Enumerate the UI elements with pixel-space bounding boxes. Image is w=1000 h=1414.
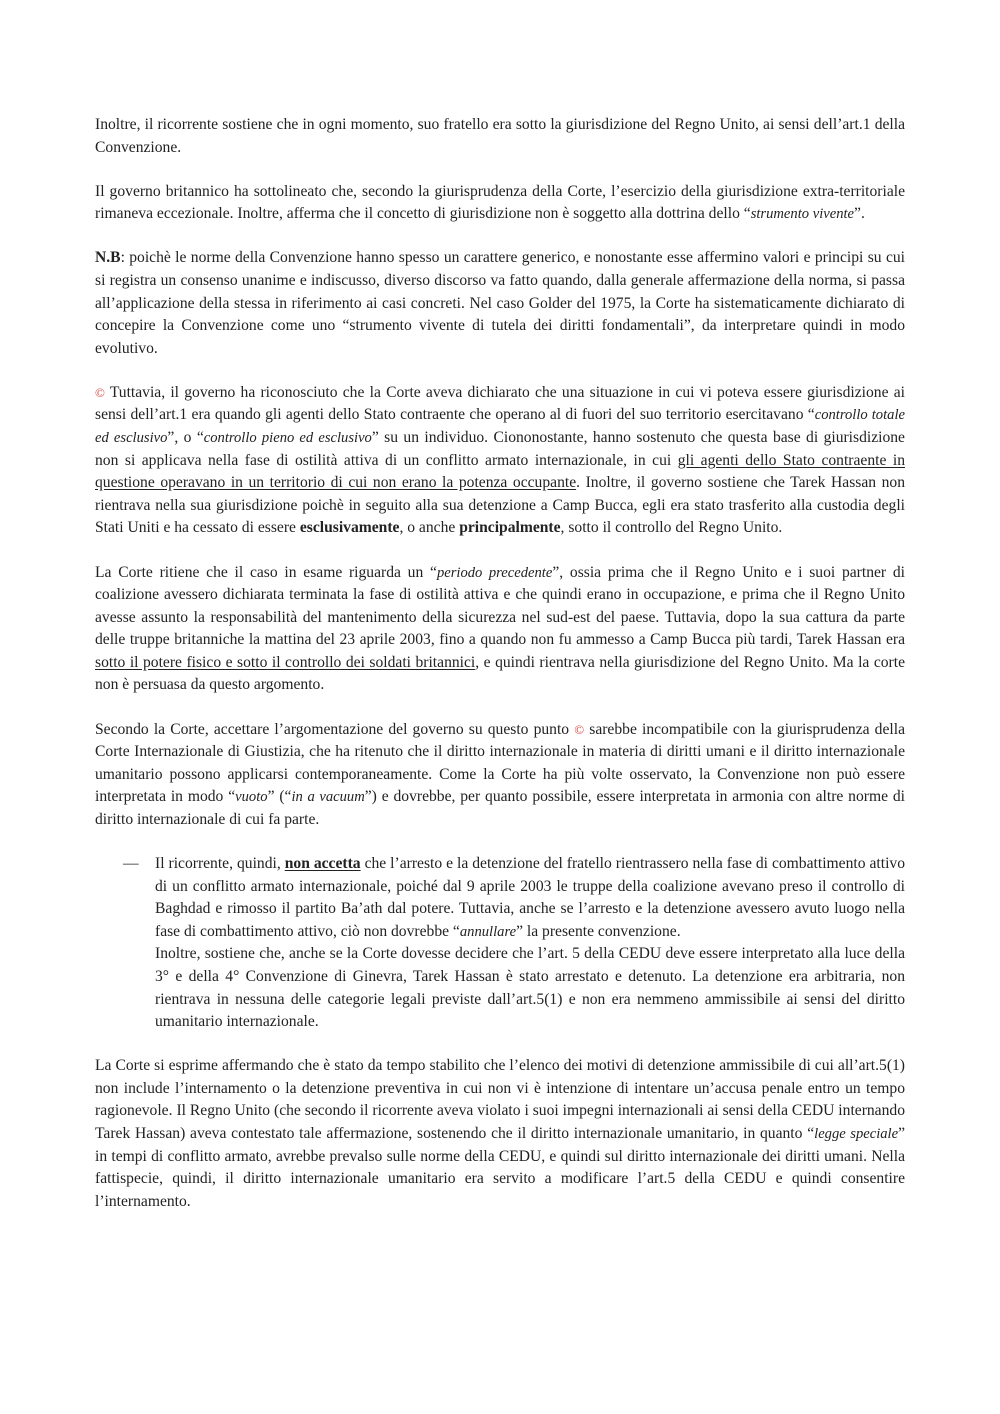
list-item-text-continued: Inoltre, sostiene che, anche se la Corte dovesse decidere che l’art. 5 della CEDU deve essere interpretato alla luce della 3° e della 4° Convenzione di Ginevra, Tarek Hassan è stato arrestato e detenuto. La detenzione era arbitraria, non rientrava in nessuna delle categorie legali previste dall’art.5(1) e non era nemmeno ammissibile ai sensi del diritto umanitario internazionale. [155, 945, 905, 1031]
paragraph-icj-jurisprudence: Secondo la Corte, accettare l’argomentazione del governo su questo punto © sarebbe incompatibile con la giurisprudenza della Corte Internazionale di Giustizia, che ha ritenuto che il diritto internazionale in materia di diritti umani e il diritto internazionale umanitario possono applicarsi contemporaneamente. Come la Corte ha più volte osservato, la Convenzione non può essere interpretata in modo “vuoto” (“in a vacuum”) e dovrebbe, per quanto possibile, essere interpretata in armonia con altre norme di diritto internazionale di cui fa parte. [95, 720, 905, 828]
list-item-applicant-argument [95, 853, 905, 1034]
list-item-text: Il ricorrente, quindi, non accetta che l’arresto e la detenzione del fratello rientrassero nella fase di combattimento attivo di un conflitto armato internazionale, poiché dal 9 aprile 2003 le truppe della coalizione avevano preso il controllo di Baghdad e rimosso il partito Ba’ath dal potere. Tuttavia, anche se l’arresto e la detenzione avessero avuto luogo nella fase di combattimento attivo, ciò non dovrebbe “annullare” la presente convenzione. [155, 855, 905, 940]
paragraph-government-recognition: © Tuttavia, il governo ha riconosciuto che la Corte aveva dichiarato che una situazione in cui vi poteva essere giurisdizione ai sensi dell’art.1 era quando gli agenti dello Stato contraente che operano al di fuori del suo territorio esercitavano “controllo totale ed esclusivo”, o “controllo pieno ed esclusivo” su un individuo. Ciononostante, hanno sostenuto che questa base di giurisdizione non si applicava nella fase di ostilità attiva di un conflitto armato internazionale, in cui gli agenti dello Stato contraente in questione operavano in un territorio di cui non erano la potenza occupante. Inoltre, il governo sostiene che Tarek Hassan non rientrava nella sua giurisdizione poichè in seguito alla sua detenzione a Camp Bucca, egli era stato trasferito alla custodia degli Stati Uniti e ha cessato di essere esclusivamente, o anche principalmente, sotto il controllo del Regno Unito. [95, 383, 905, 537]
paragraph-court-view: La Corte ritiene che il caso in esame riguarda un “periodo precedente”, ossia prima che il Regno Unito e i suoi partner di coalizione avessero dichiarata terminata la fase di ostilità attiva e che quindi erano in occupazione, e prima che il Regno Unito avesse assunto la responsabilità del mantenimento della sicurezza nel sud-est del paese. Tuttavia, dopo la sua cattura da parte delle truppe britanniche la mattina del 23 aprile 2003, fino a quando non fu ammesso a Camp Bucca più tardi, Tarek Hassan era sotto il potere fisico e sotto il controllo dei soldati britannici, e quindi rientrava nella giurisdizione del Regno Unito. Ma la corte non è persuasa da questo argomento. [95, 563, 905, 694]
paragraph-jurisdiction-claim: Inoltre, il ricorrente sostiene che in ogni momento, suo fratello era sotto la giurisdizione del Regno Unito, ai sensi dell’art.1 della Convenzione. [95, 116, 905, 156]
copyright-mark-icon: © [574, 721, 585, 737]
paragraph-nota-bene: N.B: poichè le norme della Convenzione hanno spesso un carattere generico, e nonostante esse affermino valori e principi su cui si registra un consenso unanime e indiscusso, diverso discorso va fatto quando, dalla generale affermazione della norma, si passa all’applicazione della stessa in riferimento ai casi concreti. Nel caso Golder del 1975, la Corte ha sistematicamente dichiarato di concepire la Convenzione come uno “strumento vivente di tutela dei diritti fondamentali”, da interpretare quindi in modo evolutivo. [95, 249, 905, 357]
nb-label: N.B [95, 249, 121, 267]
paragraph-court-conclusion: La Corte si esprime affermando che è stato da tempo stabilito che l’elenco dei motivi di detenzione ammissibile di cui all’art.5(1) non include l’internamento o la detenzione preventiva in cui non vi è intenzione di intentare un’accusa penale entro un tempo ragionevole. Il Regno Unito (che secondo il ricorrente aveva violato i suoi impegni internazionali ai sensi della CEDU internando Tarek Hassan) aveva contestato tale affermazione, sostenendo che il diritto internazionale umanitario, in quanto “legge speciale” in tempi di conflitto armato, avrebbe prevalso sulle norme della CEDU, e quindi sul diritto internazionale dei diritti umani. Nella fattispecie, quindi, il diritto internazionale umanitario era servito a modificare l’art.5 della CEDU e quindi consentire l’internamento. [95, 1057, 905, 1210]
copyright-mark-icon: © [95, 384, 105, 400]
paragraph-government-position: Il governo britannico ha sottolineato che, secondo la giurisprudenza della Corte, l’esercizio della giurisdizione extra-territoriale rimaneva eccezionale. Inoltre, afferma che il concetto di giurisdizione non è soggetto alla dottrina dello “strumento vivente”. [95, 182, 905, 223]
document-page [95, 114, 905, 1235]
dash-bullet-icon: — [123, 855, 139, 873]
